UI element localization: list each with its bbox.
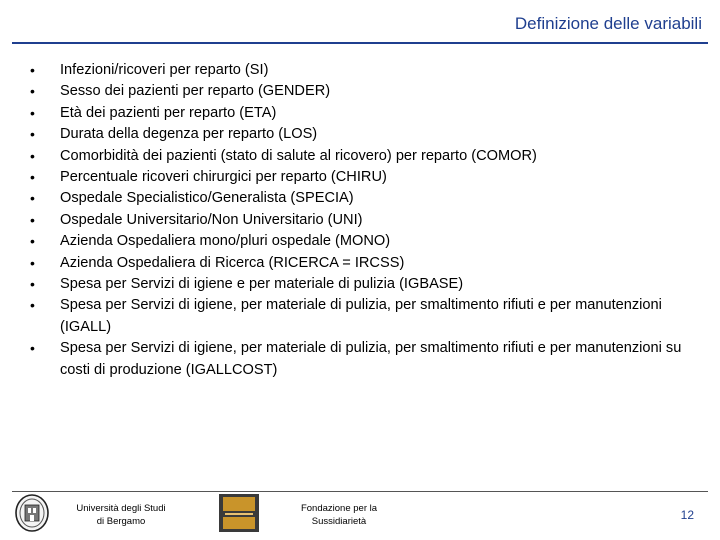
bullet-icon: •: [30, 83, 35, 100]
university-seal-icon: [14, 493, 50, 533]
bullet-icon: •: [30, 169, 35, 186]
foundation-logo-icon: [219, 494, 259, 532]
bullet-icon: •: [30, 254, 35, 271]
list-item-text: Comorbidità dei pazienti (stato di salute al ricovero) per reparto (COMOR): [60, 147, 537, 164]
bullet-icon: •: [30, 297, 35, 314]
bullet-icon: •: [30, 190, 35, 207]
bullet-icon: •: [30, 233, 35, 250]
list-item: [30, 188, 702, 209]
bullet-icon: •: [30, 211, 35, 228]
list-item-text: Durata della degenza per reparto (LOS): [60, 126, 318, 143]
list-item: [30, 295, 702, 338]
list-item-text: Età dei pazienti per reparto (ETA): [60, 104, 277, 121]
title-divider: [12, 42, 708, 44]
list-item-text: Sesso dei pazienti per reparto (GENDER): [60, 83, 331, 100]
page-number: 12: [680, 508, 694, 522]
list-item: [30, 231, 702, 252]
list-item: [30, 253, 702, 274]
bullet-icon: •: [30, 62, 35, 78]
university-name-line1: Università degli Studi: [76, 503, 166, 514]
foundation-name: [289, 502, 389, 528]
list-item-text: Azienda Ospedaliera mono/pluri ospedale (MONO): [60, 233, 391, 250]
list-item: [30, 60, 702, 81]
foundation-name-line1: Fondazione per la: [300, 503, 378, 514]
list-item: [30, 103, 702, 124]
list-item: [30, 274, 702, 295]
list-item-text: Infezioni/ricoveri per reparto (SI): [60, 62, 269, 78]
list-item-text: Ospedale Universitario/Non Universitario (UNI): [60, 211, 363, 228]
list-item: [30, 338, 702, 381]
list-item: [30, 210, 702, 231]
university-name-line2: di Bergamo: [96, 516, 146, 527]
list-item: [30, 81, 702, 102]
list-item: [30, 124, 702, 145]
variable-list: [30, 60, 702, 381]
footer-divider: [12, 491, 708, 492]
list-item-text: Ospedale Specialistico/Generalista (SPECIA): [60, 190, 354, 207]
bullet-icon: •: [30, 276, 35, 293]
list-item-text: Spesa per Servizi di igiene e per materiale di pulizia (IGBASE): [60, 276, 464, 293]
list-item: [30, 146, 702, 167]
list-item-text: Spesa per Servizi di igiene, per materiale di pulizia, per smaltimento rifiuti e per manutenzioni su costi di produzione (IGALLCOST): [60, 340, 682, 378]
bullet-icon: •: [30, 340, 35, 357]
list-item-text: Percentuale ricoveri chirurgici per reparto (CHIRU): [60, 169, 387, 186]
foundation-name-line2: Sussidiarietà: [311, 516, 367, 527]
list-item-text: Azienda Ospedaliera di Ricerca (RICERCA = IRCSS): [60, 254, 405, 271]
bullet-icon: •: [30, 104, 35, 121]
list-item: [30, 167, 702, 188]
bullet-icon: •: [30, 126, 35, 143]
university-name: [66, 502, 176, 528]
list-item-text: Spesa per Servizi di igiene, per materiale di pulizia, per smaltimento rifiuti e per manutenzioni (IGALL): [60, 297, 662, 335]
page-title: Definizione delle variabili: [514, 14, 702, 33]
bullet-icon: •: [30, 147, 35, 164]
